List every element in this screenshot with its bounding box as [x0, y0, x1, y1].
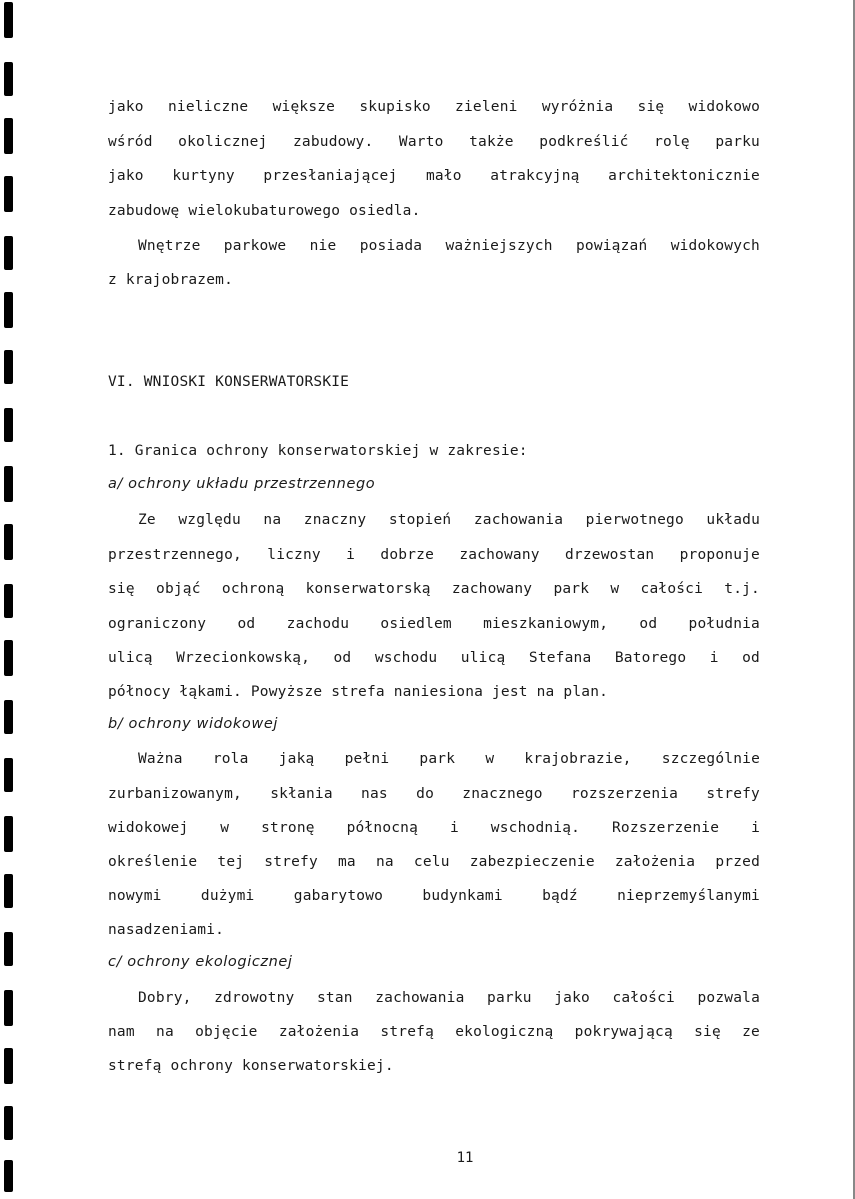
text-line: zurbanizowanym, skłania nas do znacznego rozszerzenia strefy — [108, 786, 760, 802]
text-line: widokowej w stronę północną i wschodnią. Rozszerzenie i — [108, 820, 760, 836]
text-line: wśród okolicznej zabudowy. Warto także podkreślić rolę parku — [108, 134, 760, 150]
section-heading: VI. WNIOSKI KONSERWATORSKIE — [108, 374, 350, 390]
text-line: ograniczony od zachodu osiedlem mieszkaniowym, od południa — [108, 616, 760, 632]
text-line: się objąć ochroną konserwatorską zachowany park w całości t.j. — [108, 581, 760, 597]
text-line: przestrzennego, liczny i dobrze zachowany drzewostan proponuje — [108, 547, 760, 563]
binding-mark — [4, 176, 13, 212]
binding-mark — [4, 1048, 13, 1084]
page-number: 11 — [456, 1150, 474, 1166]
binding-mark — [4, 584, 13, 618]
binding-mark — [4, 990, 13, 1026]
text-line: Dobry, zdrowotny stan zachowania parku jako całości pozwala — [138, 990, 760, 1006]
text-line: jako kurtyny przesłaniającej mało atrakcyjną architektonicznie — [108, 168, 760, 184]
text-line: z krajobrazem. — [108, 272, 234, 288]
text-line: nam na objęcie założenia strefą ekologiczną pokrywającą się ze — [108, 1024, 760, 1040]
binding-mark — [4, 292, 13, 328]
binding-mark — [4, 524, 13, 560]
binding-mark — [4, 2, 13, 38]
text-line: nasadzeniami. — [108, 922, 225, 938]
binding-mark — [4, 118, 13, 154]
binding-mark — [4, 816, 13, 852]
text-line: jako nieliczne większe skupisko zieleni wyróżnia się widokowo — [108, 99, 760, 115]
text-line: zabudowę wielokubaturowego osiedla. — [108, 203, 421, 219]
binding-mark — [4, 640, 13, 676]
binding-mark — [4, 62, 13, 96]
binding-mark — [4, 932, 13, 966]
subsection-heading: 1. Granica ochrony konserwatorskiej w zakresie: — [108, 443, 528, 459]
text-line: ulicą Wrzecionkowską, od wschodu ulicą Stefana Batorego i od — [108, 650, 760, 666]
text-line: Ważna rola jaką pełni park w krajobrazie, szczególnie — [138, 751, 760, 767]
binding-mark — [4, 350, 13, 384]
binding-mark — [4, 466, 13, 502]
binding-mark — [4, 758, 13, 792]
binding-mark — [4, 1106, 13, 1140]
text-line: Wnętrze parkowe nie posiada ważniejszych powiązań widokowych — [138, 238, 760, 254]
binding-mark — [4, 408, 13, 442]
subsection-label-b: b/ ochrony widokowej — [108, 716, 278, 732]
binding-mark — [4, 236, 13, 270]
text-line: określenie tej strefy ma na celu zabezpieczenie założenia przed — [108, 854, 760, 870]
text-line: nowymi dużymi gabarytowo budynkami bądź nieprzemyślanymi — [108, 888, 760, 904]
binding-mark — [4, 700, 13, 734]
text-line: strefą ochrony konserwatorskiej. — [108, 1058, 394, 1074]
subsection-label-c: c/ ochrony ekologicznej — [108, 954, 293, 970]
binding-mark — [4, 874, 13, 908]
text-line: północy łąkami. Powyższe strefa naniesiona jest na plan. — [108, 684, 609, 700]
text-line: Ze względu na znaczny stopień zachowania pierwotnego układu — [138, 512, 760, 528]
binding-mark — [4, 1160, 13, 1192]
subsection-label-a: a/ ochrony układu przestrzennego — [108, 476, 376, 492]
